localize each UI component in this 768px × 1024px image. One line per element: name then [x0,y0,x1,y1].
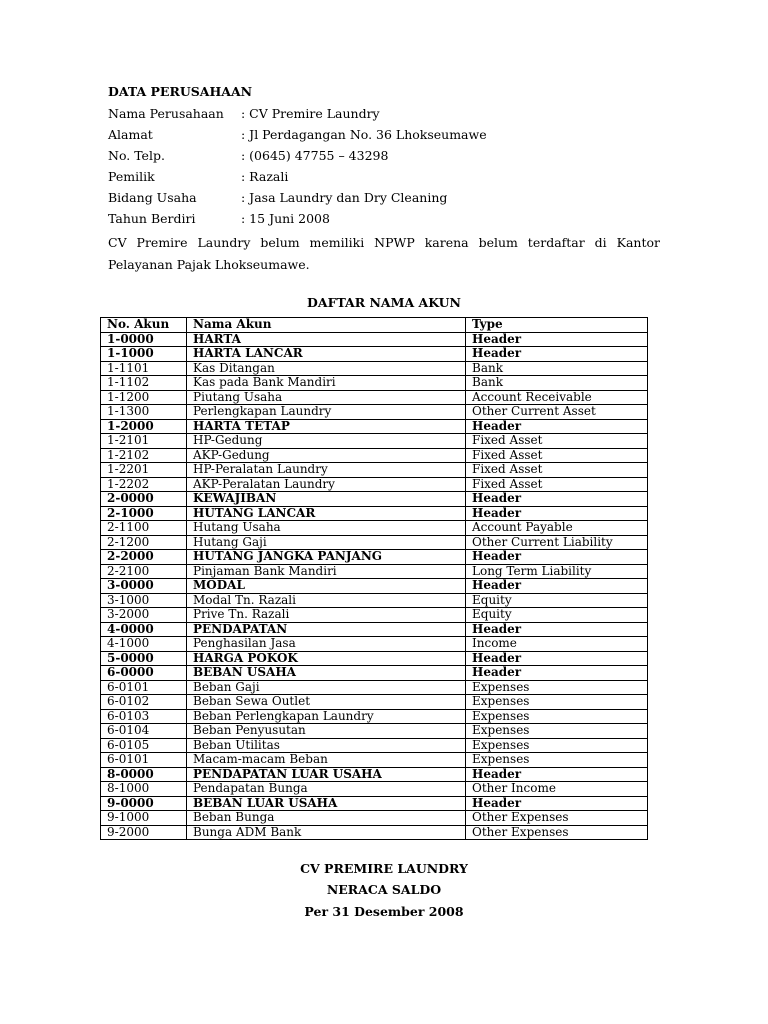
account-type-cell: Fixed Asset [466,477,648,492]
table-row [101,434,648,449]
info-value: : (0645) 47755 – 43298 [241,148,389,163]
footer-report-title: NERACA SALDO [326,882,442,897]
table-row [101,811,648,826]
table-row [101,405,648,420]
account-name-cell: HP-Peralatan Laundry [187,463,466,478]
table-row [101,651,648,666]
account-name-cell: Beban Gaji [187,680,466,695]
account-number-cell: 3-2000 [101,608,187,623]
npwp-note: CV Premire Laundry belum memiliki NPWP karena belum terdaftar di Kantor Pelayanan Pajak Lhokseumawe. [108,235,660,272]
table-row [101,622,648,637]
account-type-cell: Bank [466,376,648,391]
account-number-cell: 9-0000 [101,796,187,811]
account-name-cell: PENDAPATAN LUAR USAHA [187,767,466,782]
table-row [101,492,648,507]
account-number-cell: 2-2000 [101,550,187,565]
account-type-cell: Other Income [466,782,648,797]
info-row [108,190,668,210]
account-name-cell: Kas pada Bank Mandiri [187,376,466,391]
account-number-cell: 1-2202 [101,477,187,492]
accounts-table-title: DAFTAR NAMA AKUN [307,295,461,310]
account-name-cell: Bunga ADM Bank [187,825,466,840]
table-row [101,477,648,492]
account-name-cell: HARTA LANCAR [187,347,466,362]
account-number-cell: 1-2101 [101,434,187,449]
account-name-cell: PENDAPATAN [187,622,466,637]
account-type-cell: Header [466,550,648,565]
info-label: Bidang Usaha [108,190,197,205]
account-type-cell: Header [466,506,648,521]
table-row [101,724,648,739]
account-number-cell: 4-1000 [101,637,187,652]
table-row [101,376,648,391]
account-type-cell: Expenses [466,738,648,753]
account-number-cell: 2-0000 [101,492,187,507]
info-value: : 15 Juni 2008 [241,211,330,226]
account-name-cell: Prive Tn. Razali [187,608,466,623]
account-name-cell: BEBAN USAHA [187,666,466,681]
account-number-cell: 6-0101 [101,753,187,768]
account-type-cell: Account Payable [466,521,648,536]
table-row [101,564,648,579]
info-row [108,169,668,189]
account-number-cell: 1-1101 [101,361,187,376]
account-name-cell: HUTANG JANGKA PANJANG [187,550,466,565]
account-type-cell: Header [466,492,648,507]
account-number-cell: 6-0103 [101,709,187,724]
account-name-cell: Beban Bunga [187,811,466,826]
info-value: : Jasa Laundry dan Dry Cleaning [241,190,448,205]
account-name-cell: Beban Sewa Outlet [187,695,466,710]
column-header-type: Type [466,318,648,333]
account-number-cell: 1-1102 [101,376,187,391]
info-value: : Jl Perdagangan No. 36 Lhokseumawe [241,127,487,142]
account-name-cell: HP-Gedung [187,434,466,449]
account-type-cell: Equity [466,608,648,623]
account-type-cell: Header [466,419,648,434]
account-type-cell: Other Expenses [466,811,648,826]
table-row [101,550,648,565]
account-number-cell: 4-0000 [101,622,187,637]
account-type-cell: Header [466,666,648,681]
account-name-cell: Hutang Usaha [187,521,466,536]
account-name-cell: KEWAJIBAN [187,492,466,507]
column-header-nama-akun: Nama Akun [187,318,466,333]
account-number-cell: 5-0000 [101,651,187,666]
table-row [101,782,648,797]
account-name-cell: Modal Tn. Razali [187,593,466,608]
table-row [101,608,648,623]
info-row [108,127,668,147]
table-row [101,709,648,724]
table-row [101,535,648,550]
account-name-cell: Pendapatan Bunga [187,782,466,797]
table-row [101,680,648,695]
table-row [101,637,648,652]
table-row [101,463,648,478]
table-row [101,825,648,840]
info-value: : CV Premire Laundry [241,106,380,121]
table-row [101,695,648,710]
account-type-cell: Bank [466,361,648,376]
account-name-cell: HUTANG LANCAR [187,506,466,521]
account-number-cell: 6-0000 [101,666,187,681]
account-type-cell: Other Current Liability [466,535,648,550]
account-number-cell: 2-2100 [101,564,187,579]
account-type-cell: Expenses [466,680,648,695]
table-row [101,593,648,608]
info-value: : Razali [241,169,289,184]
account-number-cell: 6-0101 [101,680,187,695]
info-label: No. Telp. [108,148,165,163]
account-number-cell: 3-0000 [101,579,187,594]
accounts-table [100,317,648,840]
table-row [101,579,648,594]
account-type-cell: Long Term Liability [466,564,648,579]
account-number-cell: 1-1300 [101,405,187,420]
account-type-cell: Expenses [466,695,648,710]
info-row [108,148,668,168]
account-number-cell: 2-1000 [101,506,187,521]
account-type-cell: Expenses [466,753,648,768]
column-header-no-akun: No. Akun [101,318,187,333]
account-type-cell: Income [466,637,648,652]
account-number-cell: 1-2201 [101,463,187,478]
account-type-cell: Equity [466,593,648,608]
account-number-cell: 1-1200 [101,390,187,405]
table-row [101,738,648,753]
account-number-cell: 1-2000 [101,419,187,434]
info-label: Nama Perusahaan [108,106,224,121]
account-number-cell: 2-1200 [101,535,187,550]
account-number-cell: 6-0105 [101,738,187,753]
account-name-cell: Macam-macam Beban [187,753,466,768]
account-number-cell: 1-2102 [101,448,187,463]
account-number-cell: 6-0104 [101,724,187,739]
account-name-cell: HARTA TETAP [187,419,466,434]
account-name-cell: MODAL [187,579,466,594]
table-row [101,753,648,768]
table-row [101,666,648,681]
account-type-cell: Header [466,347,648,362]
table-row [101,521,648,536]
account-type-cell: Header [466,579,648,594]
account-name-cell: Perlengkapan Laundry [187,405,466,420]
account-type-cell: Other Expenses [466,825,648,840]
info-row [108,211,668,231]
account-number-cell: 8-1000 [101,782,187,797]
company-data-title: DATA PERUSAHAAN [108,84,253,99]
table-row [101,347,648,362]
account-name-cell: AKP-Gedung [187,448,466,463]
table-row [101,361,648,376]
account-type-cell: Fixed Asset [466,463,648,478]
account-type-cell: Header [466,651,648,666]
account-type-cell: Header [466,622,648,637]
account-number-cell: 8-0000 [101,767,187,782]
account-name-cell: Pinjaman Bank Mandiri [187,564,466,579]
account-name-cell: Penghasilan Jasa [187,637,466,652]
account-name-cell: Piutang Usaha [187,390,466,405]
account-name-cell: Beban Utilitas [187,738,466,753]
footer-period: Per 31 Desember 2008 [304,904,464,919]
account-name-cell: HARTA [187,332,466,347]
account-number-cell: 2-1100 [101,521,187,536]
table-row [101,390,648,405]
account-name-cell: AKP-Peralatan Laundry [187,477,466,492]
account-type-cell: Fixed Asset [466,448,648,463]
table-row [101,796,648,811]
info-label: Alamat [108,127,153,142]
account-name-cell: Beban Penyusutan [187,724,466,739]
info-row [108,106,668,126]
account-name-cell: Kas Ditangan [187,361,466,376]
table-row [101,332,648,347]
footer-company-name: CV PREMIRE LAUNDRY [300,861,468,876]
table-header-row [101,318,648,333]
account-number-cell: 1-0000 [101,332,187,347]
table-row [101,448,648,463]
info-label: Pemilik [108,169,155,184]
account-number-cell: 9-2000 [101,825,187,840]
account-type-cell: Other Current Asset [466,405,648,420]
table-row [101,419,648,434]
account-name-cell: Hutang Gaji [187,535,466,550]
account-type-cell: Expenses [466,724,648,739]
account-name-cell: Beban Perlengkapan Laundry [187,709,466,724]
info-label: Tahun Berdiri [108,211,196,226]
account-name-cell: HARGA POKOK [187,651,466,666]
account-type-cell: Account Receivable [466,390,648,405]
account-type-cell: Expenses [466,709,648,724]
account-number-cell: 3-1000 [101,593,187,608]
account-type-cell: Header [466,796,648,811]
account-type-cell: Header [466,767,648,782]
account-number-cell: 1-1000 [101,347,187,362]
account-number-cell: 9-1000 [101,811,187,826]
account-name-cell: BEBAN LUAR USAHA [187,796,466,811]
table-row [101,767,648,782]
table-row [101,506,648,521]
account-type-cell: Header [466,332,648,347]
account-number-cell: 6-0102 [101,695,187,710]
account-type-cell: Fixed Asset [466,434,648,449]
